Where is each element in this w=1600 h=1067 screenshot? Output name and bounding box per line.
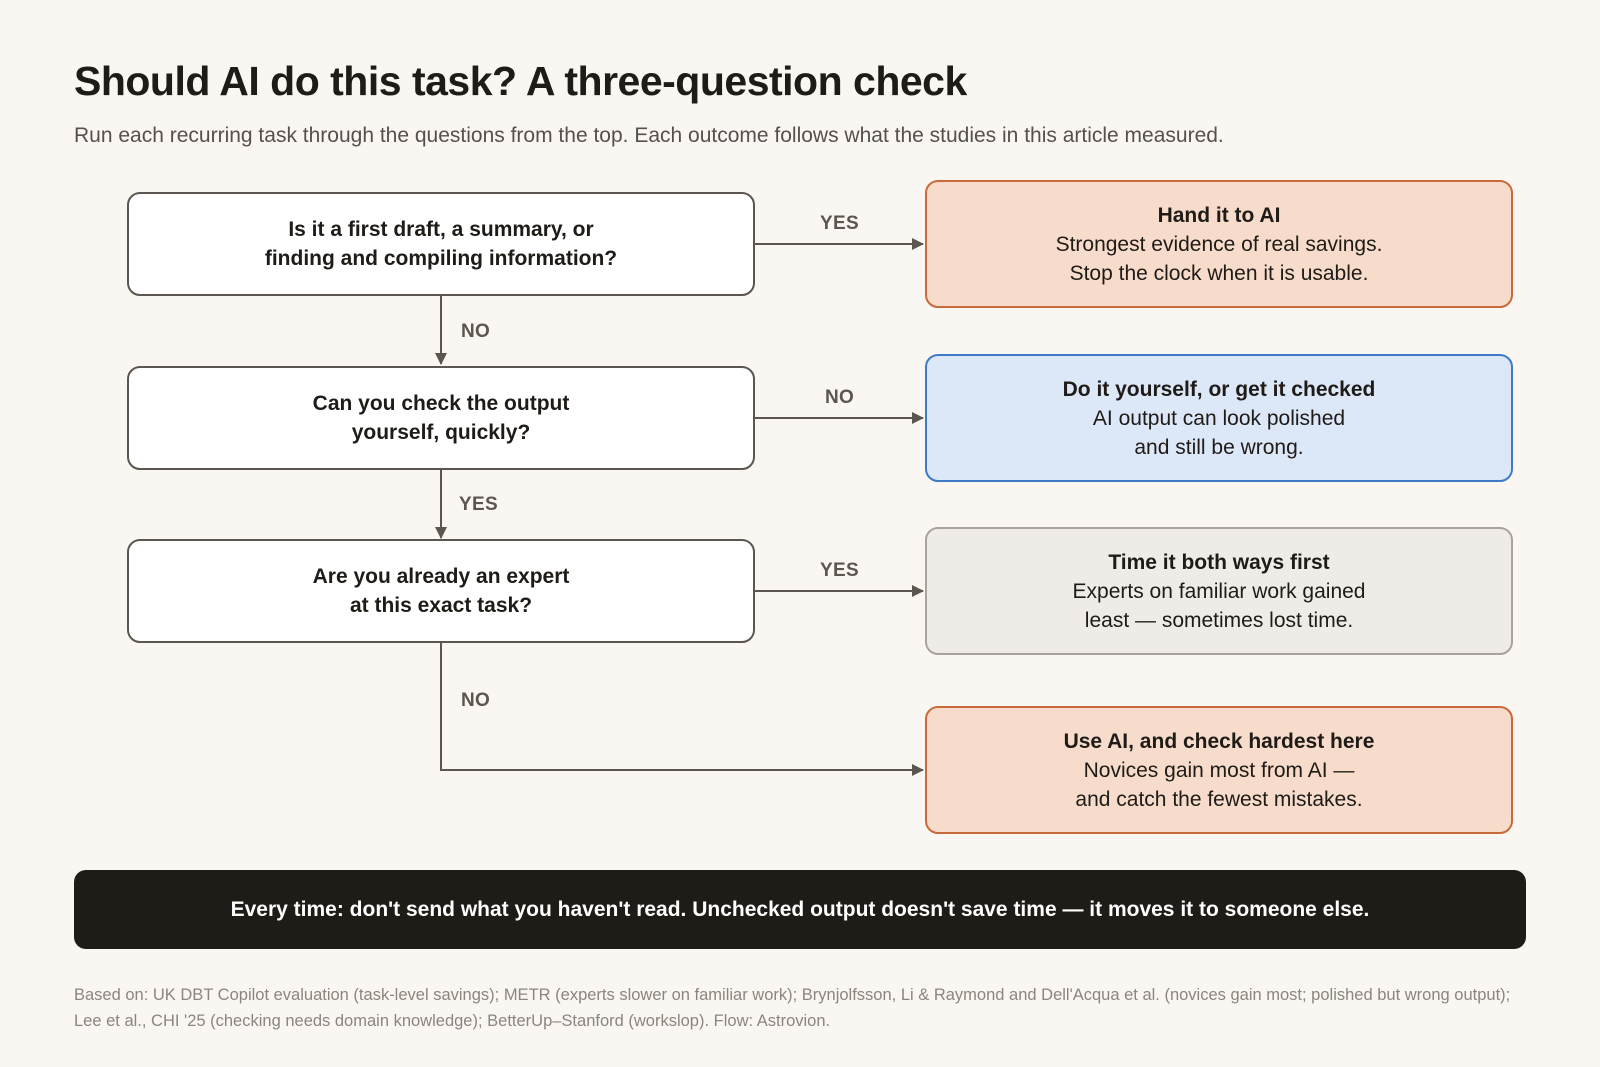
question-2-line-2: yourself, quickly? — [351, 421, 531, 444]
edge-label-q1-no: NO — [461, 321, 491, 342]
page-title: Should AI do this task? A three-question check — [74, 58, 967, 104]
outcome-2-line-2: and still be wrong. — [1134, 435, 1304, 459]
question-3-line-1: Are you already an expert — [312, 565, 570, 588]
outcome-4-line-1: Novices gain most from AI — — [1083, 758, 1355, 782]
edge-label-q2-no: NO — [825, 387, 855, 408]
edge-label-q3-no: NO — [461, 690, 491, 711]
outcome-4-box — [925, 706, 1513, 834]
outcome-3-line-1: Experts on familiar work gained — [1072, 579, 1366, 603]
question-1-box — [127, 192, 755, 296]
arrow-q3-no — [441, 643, 923, 770]
reminder-banner-text: Every time: don't send what you haven't read. Unchecked output doesn't save time — it moves it to someone else. — [230, 897, 1370, 921]
outcome-3-title: Time it both ways first — [1108, 550, 1330, 574]
outcome-2-box — [925, 354, 1513, 482]
edge-label-q1-yes: YES — [820, 213, 859, 234]
reminder-banner — [74, 870, 1526, 949]
sources-footnote: Based on: UK DBT Copilot evaluation (task-level savings); METR (experts slower on familiar work); Brynjolfsson, Li & Raymond and Dell'Acqua et al. (novices gain most; polished but wrong output); Lee et al., CHI '25 (checking needs domain knowledge); BetterUp–Stanford (workslop). Flow: Astrovion. — [74, 986, 1511, 1030]
outcome-4-title: Use AI, and check hardest here — [1063, 729, 1375, 753]
question-3-line-2: at this exact task? — [349, 594, 533, 617]
outcome-2-line-1: AI output can look polished — [1092, 406, 1346, 430]
edge-label-q3-yes: YES — [820, 560, 859, 581]
outcome-3-line-2: least — sometimes lost time. — [1084, 608, 1354, 632]
outcome-1-line-2: Stop the clock when it is usable. — [1069, 261, 1369, 285]
question-1-line-1: Is it a first draft, a summary, or — [288, 218, 594, 241]
outcome-1-title: Hand it to AI — [1157, 203, 1281, 227]
edge-label-q2-yes: YES — [459, 494, 498, 515]
outcome-1-box — [925, 180, 1513, 308]
question-3-box — [127, 539, 755, 643]
question-2-box — [127, 366, 755, 470]
outcome-1-line-1: Strongest evidence of real savings. — [1055, 232, 1383, 256]
page-subtitle: Run each recurring task through the questions from the top. Each outcome follows what the studies in this article measured. — [74, 124, 1224, 147]
outcome-3-box — [925, 527, 1513, 655]
outcome-2-title: Do it yourself, or get it checked — [1062, 377, 1376, 401]
question-1-line-2: finding and compiling information? — [264, 247, 618, 270]
outcome-4-line-2: and catch the fewest mistakes. — [1075, 787, 1363, 811]
question-2-line-1: Can you check the output — [312, 392, 570, 415]
